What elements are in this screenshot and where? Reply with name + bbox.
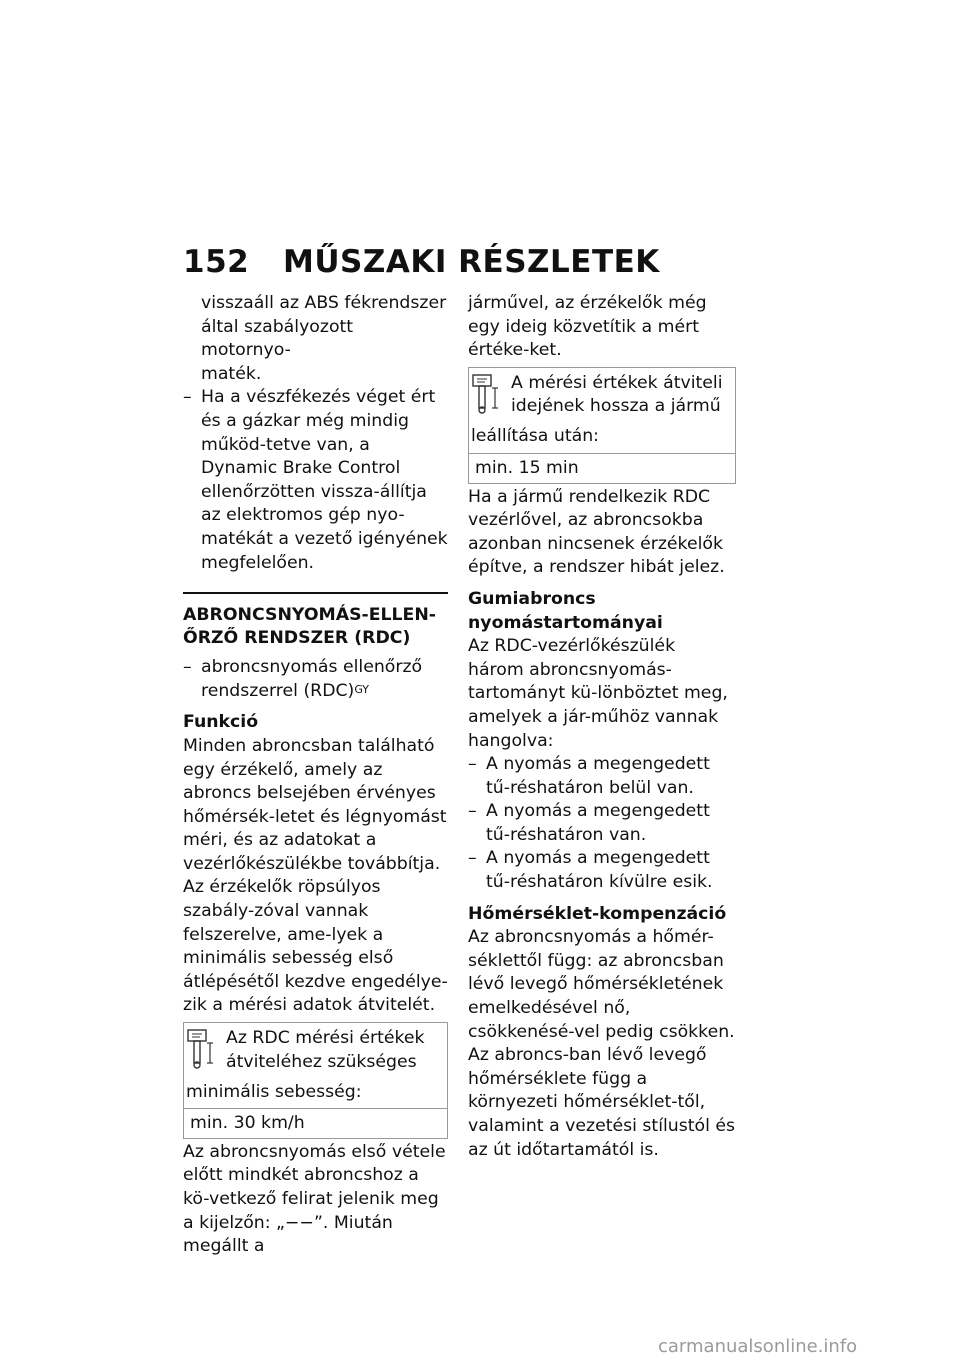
paragraph: Az érzékelők röpsúlyos szabály-zóval vannak felszerelve, ame-lyek a minimális sebesség első átlépésétől kezdve engedélye-zik a mérési adatok átvitelét.: [183, 877, 448, 1016]
list-item: [183, 656, 448, 703]
page-header: [183, 244, 660, 280]
spec-label: Az RDC mérési értékek átviteléhez szükséges: [226, 1028, 425, 1072]
tire-sensor-icon: [471, 372, 511, 424]
paragraph: Ha a jármű rendelkezik RDC vezérlővel, az abroncsokba azonban nincsenek érzékelők építve, a rendszer hibát jelez.: [468, 486, 725, 578]
paragraph: Az abroncsnyomás első vétele előtt mindkét abroncshoz a kö-vetkező felirat jelenik meg a kijelzőn: „−−”. Miután megállt a: [183, 1141, 446, 1257]
spec-box: [468, 367, 736, 484]
subsection-title: Gumiabroncs nyomástartományai: [468, 588, 663, 633]
list-item-text: A nyomás a megengedett tű-réshatáron van.: [486, 801, 710, 845]
section-divider: [183, 592, 448, 594]
list-item-text: abroncsnyomás ellenőrző rendszerrel (RDC): [201, 657, 423, 701]
paragraph: Minden abroncsban található egy érzékelő, amely az abroncs belsejében érvényes hőmérsék-letet és légnyomást méri, és az adatokat a vezérlőkészülékbe továbbítja.: [183, 735, 447, 874]
left-column: [183, 292, 448, 1259]
paragraph: Az abroncsnyomás a hőmér-séklettől függ: az abroncsban lévő levegő hőmérsékletének emelkedésével nő, csökkenésé-vel pedig csökken. Az abroncs-ban lévő levegő hőmérséklete függ a környezeti hőmérséklet-től, valamint a vezetési stílustól és az út időtartamától is.: [468, 927, 736, 1160]
paragraph: járművel, az érzékelők még egy ideig közvetítik a mért értéke-ket.: [468, 293, 707, 361]
subsection-title: Funkció: [183, 712, 259, 733]
watermark-text: carmanualsonline.info: [658, 1336, 858, 1357]
dash-marker: –: [468, 754, 477, 775]
list-item-text: A nyomás a megengedett tű-réshatáron kívülre esik.: [486, 848, 713, 893]
spec-label: A mérési értékek átviteli idejének hossza a jármű: [511, 372, 723, 417]
dash-marker: –: [183, 657, 192, 678]
equipment-code: GY: [354, 682, 370, 696]
section-title: ABRONCSNYOMÁS-ELLEN-ŐRZŐ RENDSZER (RDC): [183, 605, 436, 649]
tire-sensor-icon: [186, 1027, 226, 1079]
chapter-title: MŰSZAKI RÉSZLETEK: [283, 244, 660, 280]
dash-marker: –: [468, 848, 477, 869]
list-item-text: Ha a vészfékezés véget ért és a gázkar még mindig működ-tetve van, a Dynamic Brake Control ellenőrzötten vissza-állítja az elektromos gép nyo-matékát a vezető igényének megfelelően.: [201, 387, 448, 573]
spec-value: min. 30 km/h: [184, 1108, 447, 1138]
continued-line-1: visszaáll az ABS fékrendszer: [201, 293, 447, 313]
dash-marker: –: [468, 801, 477, 822]
spec-value: min. 15 min: [469, 453, 735, 483]
spec-label-end: minimális sebesség:: [186, 1081, 362, 1102]
continued-line-2: által szabályozott motornyo-: [201, 316, 354, 361]
list-item: [468, 800, 736, 847]
continued-line-3: maték.: [201, 363, 262, 384]
list-item: [468, 847, 736, 894]
spec-label-end: leállítása után:: [471, 426, 599, 447]
list-item-text: A nyomás a megengedett tű-réshatáron belül van.: [486, 754, 710, 798]
spec-box: [183, 1022, 448, 1139]
subsection-title: Hőmérséklet-kompenzáció: [468, 903, 727, 924]
list-item: [468, 753, 736, 800]
list-item: [183, 386, 448, 575]
right-column: [468, 292, 736, 1162]
dash-marker: –: [183, 387, 192, 408]
paragraph: Az RDC-vezérlőkészülék három abroncsnyomás-tartományt kü-lönböztet meg, amelyek a jár-műhöz vannak hangolva:: [468, 636, 728, 751]
page-number: 152: [183, 244, 250, 280]
